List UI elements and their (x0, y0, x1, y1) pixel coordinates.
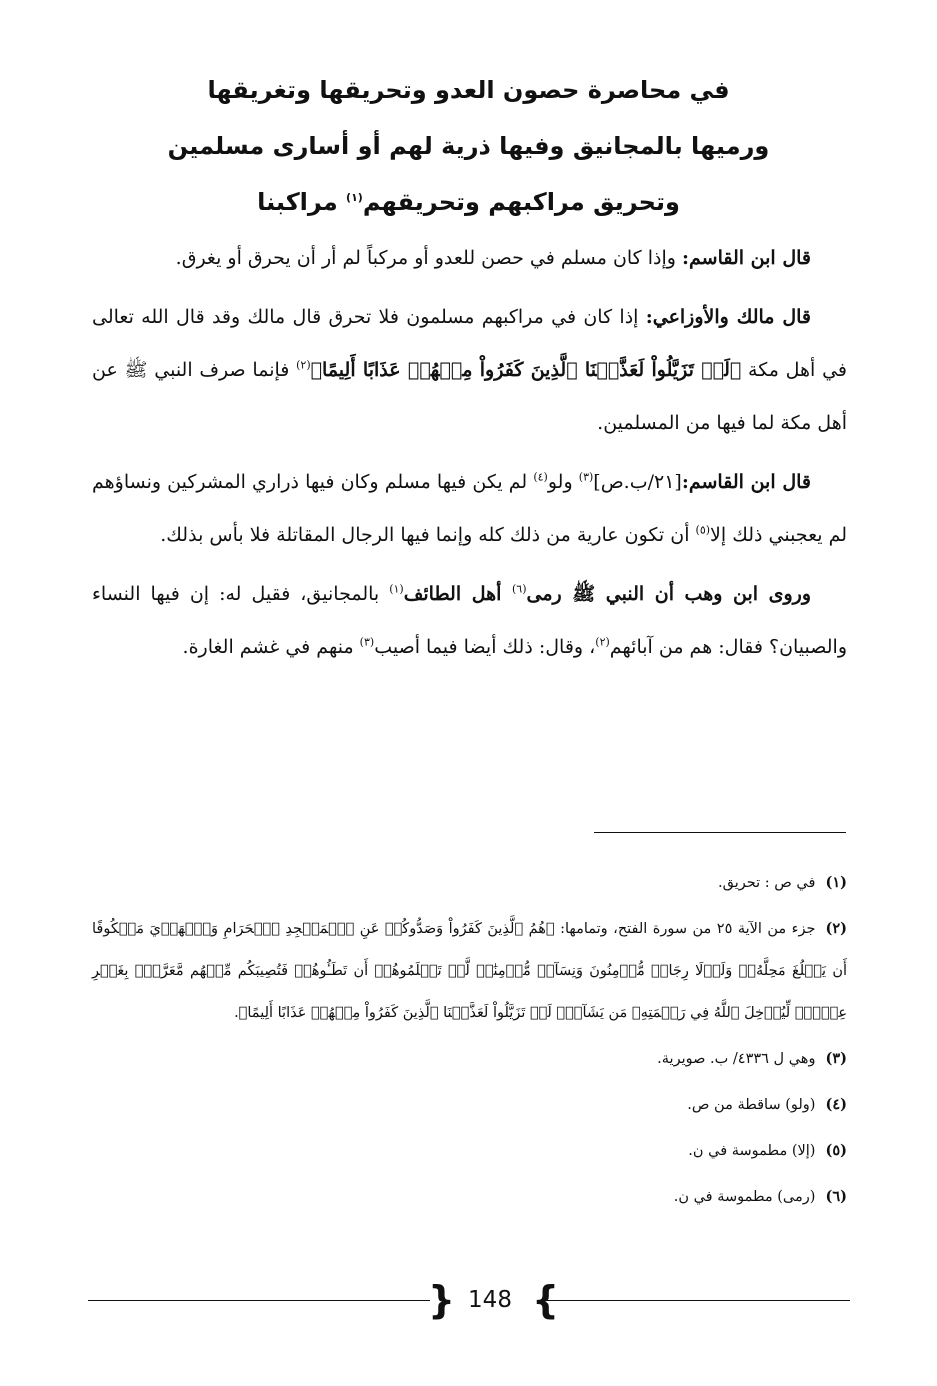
quran-verse: ﴿لَوۡ تَزَيَّلُواْ لَعَذَّبۡنَا ٱلَّذِينَ كَفَرُواْ مِنۡهُمۡ عَذَابًا أَلِيمًا﴾ (310, 359, 742, 381)
paragraph-3-lead: قال ابن القاسم: (681, 471, 812, 493)
paragraph-4-text-c: بالمجانيق، فقيل له: إن فيها النساء والصبيان؟ فقال: هم من آبائهم (92, 583, 847, 658)
footnote-number: (٣) (825, 1050, 847, 1067)
page-number: 148 (468, 1287, 512, 1313)
footnote-ref: (٣) (578, 470, 594, 484)
footnote-separator (594, 832, 846, 833)
title-line-3-text: وتحريق مراكبهم وتحريقهم (362, 188, 680, 216)
right-brace: } (532, 1278, 560, 1322)
title-line-1: في محاصرة حصون العدو وتحريقها وتغريقها (207, 76, 730, 104)
main-text (92, 232, 847, 680)
footnote-number: (٤) (825, 1096, 847, 1113)
paragraph-3-text-c: لم يكن فيها مسلم وكان فيها ذراري المشركين ونساؤهم لم يعجبني ذلك إلا (92, 471, 847, 546)
footer-rule-right (538, 1300, 850, 1301)
footnote-1 (92, 862, 847, 904)
footnote-3 (92, 1038, 847, 1080)
manuscript-folio-ref: [٢١/ب.ص] (593, 471, 682, 493)
paragraph-1-text: وإذا كان مسلم في حصن للعدو أو مركباً لم أر أن يحرق أو يغرق. (175, 247, 683, 269)
title-line-3 (80, 174, 857, 230)
paragraph-2-text-a: إذا كان في مراكبهم مسلمون فلا تحرق قال مالك وقد قال الله تعالى في أهل مكة (92, 306, 847, 381)
footnote-number: (٦) (825, 1188, 847, 1205)
paragraph-3-text-b: ولو (547, 471, 579, 493)
footnote-text: (ولو) ساقطة من ص. (687, 1097, 816, 1113)
footnote-ref: (٦) (511, 582, 527, 596)
footnote-ref: (٢) (296, 358, 311, 372)
page-footer (88, 1276, 850, 1326)
footnote-number: (١) (825, 874, 847, 891)
paragraph-4-text-e: منهم في غشم الغارة. (182, 636, 360, 658)
paragraph-2 (92, 291, 847, 450)
footnote-ref: (٥) (695, 523, 711, 537)
paragraph-2-text-b: فإنما صرف النبي ﷺ عن أهل مكة لما فيها من المسلمين. (92, 359, 847, 434)
paragraph-4-text-b: أهل الطائف (403, 583, 512, 605)
footnote-4 (92, 1084, 847, 1126)
footnote-text: (رمى) مطموسة في ن. (673, 1189, 816, 1205)
footnote-ref: (٤) (533, 470, 548, 484)
footnote-text: جزء من الآية ٢٥ من سورة الفتح، وتمامها: ﴿هُمُ ٱلَّذِينَ كَفَرُواْ وَصَدُّوكُمۡ عَنِ ٱلۡمَسۡجِدِ ٱلۡحَرَامِ وَٱلۡهَدۡيَ مَعۡكُوفًا أَن يَبۡلُغَ مَحِلَّهُۥۚ وَلَوۡلَا رِجَالٞ مُّؤۡمِنُونَ وَنِسَآءٞ مُّؤۡمِنَٰتٞ لَّمۡ تَعۡلَمُوهُمۡ أَن تَطَـُٔوهُمۡ فَتُصِيبَكُم مِّنۡهُم مَّعَرَّةُۢ بِغَيۡرِ عِلۡمٖۖ لِّيُدۡخِلَ ٱللَّهُ فِي رَحۡمَتِهِۦ مَن يَشَآءُۚ لَوۡ تَزَيَّلُواْ لَعَذَّبۡنَا ٱلَّذِينَ كَفَرُواْ مِنۡهُمۡ عَذَابًا أَلِيمًا﴾. (92, 921, 847, 1021)
footnote-6 (92, 1176, 847, 1218)
paragraph-4-text-d: ، وقال: ذلك أيضا فيما أصيب (374, 636, 596, 658)
paragraph-3-text-d: أن تكون عارية من ذلك كله وإنما فيها الرجال المقاتلة فلا بأس بذلك. (160, 524, 696, 546)
footnotes (92, 862, 847, 1222)
paragraph-1-lead: قال ابن القاسم: (682, 247, 811, 269)
left-brace: { (428, 1278, 456, 1322)
paragraph-4 (92, 568, 847, 674)
footnote-ref: (٣) (359, 635, 375, 649)
footnote-number: (٢) (825, 920, 847, 937)
footnote-text: في ص : تحريق. (718, 875, 816, 891)
paragraph-3 (92, 456, 847, 562)
chapter-title (80, 62, 857, 230)
footnote-text: وهي ل ٤٣٣٦/ ب. صويرية. (657, 1051, 816, 1067)
paragraph-1 (92, 232, 847, 285)
title-line-2: ورميها بالمجانيق وفيها ذرية لهم أو أسارى مسلمين (167, 132, 770, 160)
footnote-ref: (٢) (595, 635, 610, 649)
footnote-ref: (١) (389, 582, 404, 596)
footer-rule-left (88, 1300, 430, 1301)
footnote-number: (٥) (825, 1142, 847, 1159)
paragraph-2-lead: قال مالك والأوزاعي: (645, 306, 811, 328)
title-line-3-end: مراكبنا (257, 188, 347, 216)
footnote-5 (92, 1130, 847, 1172)
footnote-text: (إلا) مطموسة في ن. (688, 1143, 816, 1159)
paragraph-4-text-a: وروى ابن وهب أن النبي ﷺ رمى (526, 583, 811, 605)
footnote-ref: (١) (346, 191, 363, 204)
footnote-2 (92, 908, 847, 1034)
